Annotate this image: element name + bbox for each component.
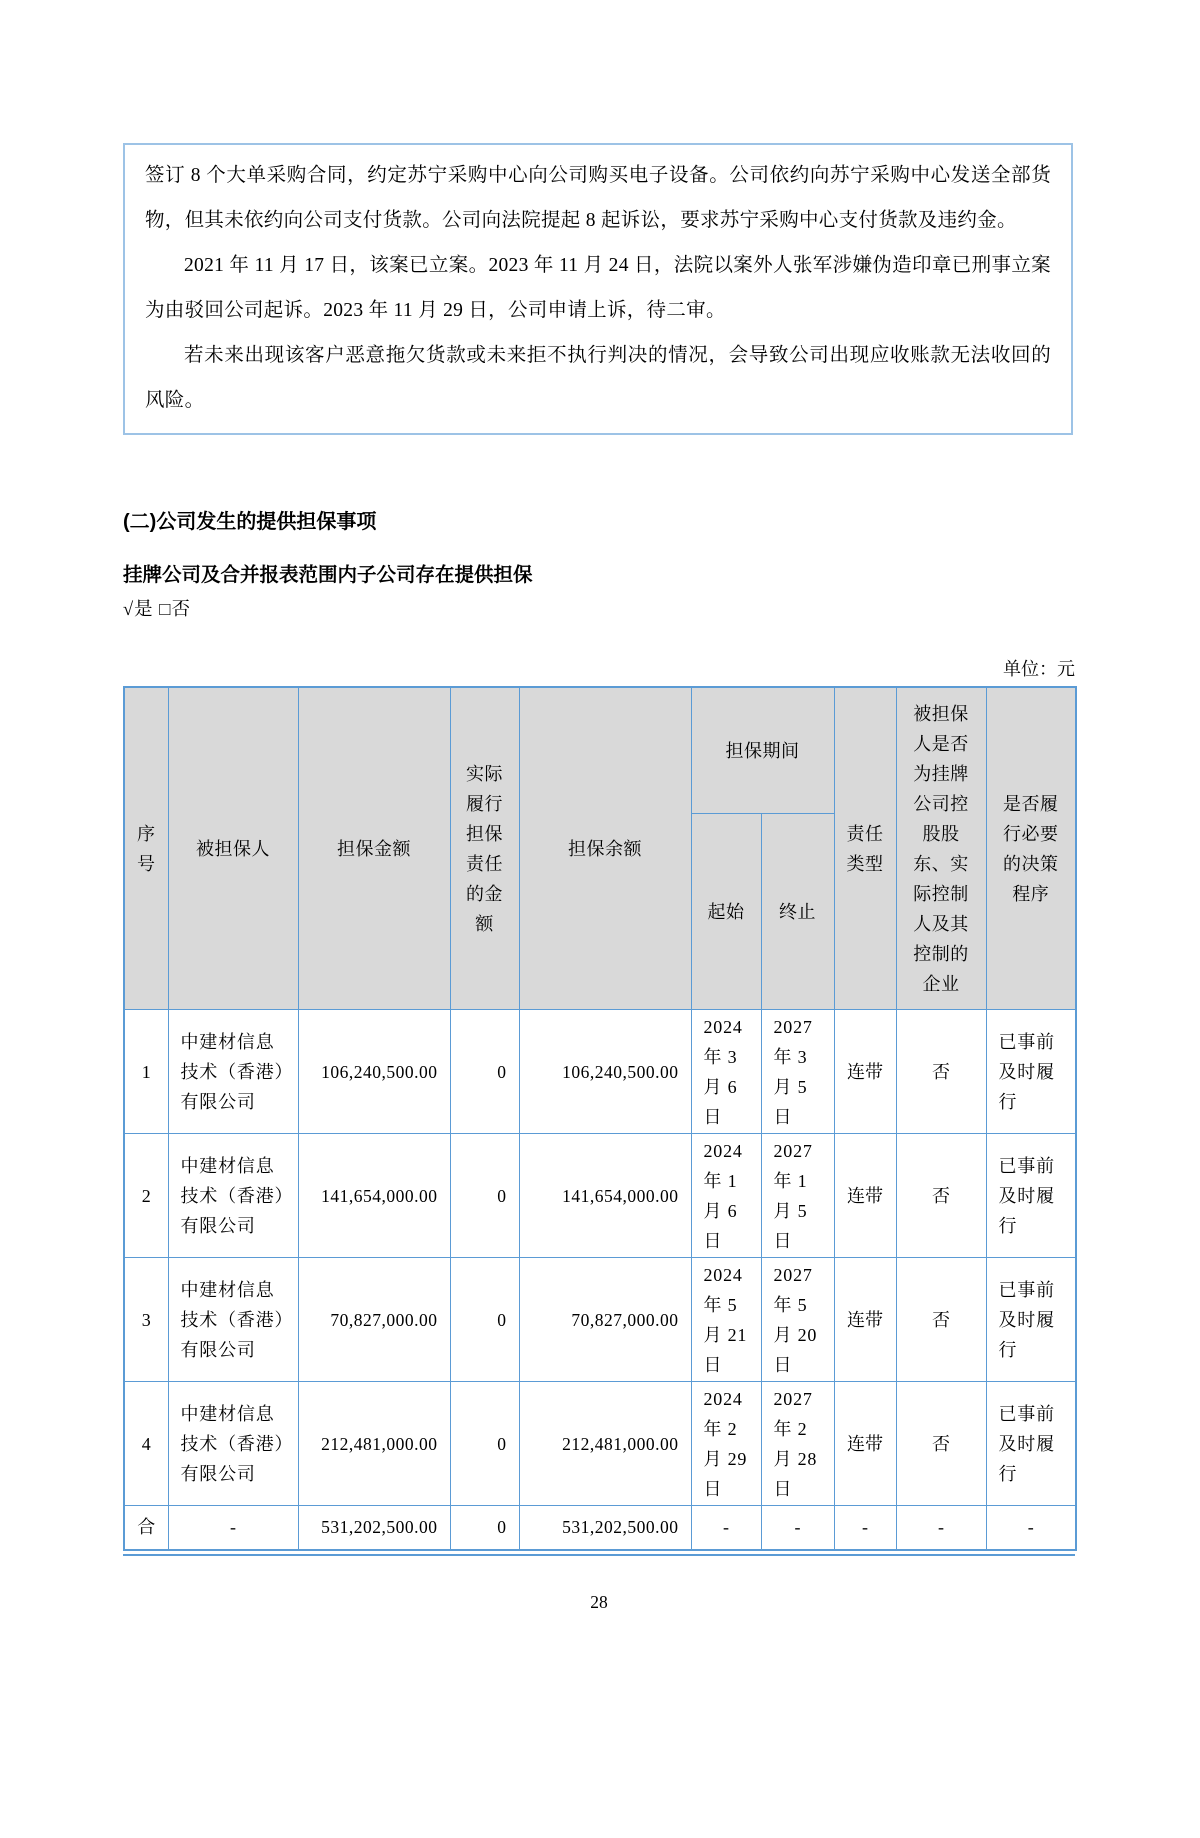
cell-start: 2024 年 5 月 21 日 bbox=[691, 1258, 761, 1382]
cell-performed: 0 bbox=[450, 1258, 519, 1382]
cell-balance: 531,202,500.00 bbox=[519, 1506, 691, 1550]
yes-no-confirm-line: √是 □否 bbox=[123, 600, 191, 620]
section-heading: (二)公司发生的提供担保事项 bbox=[123, 511, 377, 533]
header-decision-procedure: 是否履行必要的决策程序 bbox=[986, 687, 1076, 1010]
cell-procedure: 已事前及时履行 bbox=[986, 1134, 1076, 1258]
cell-balance: 106,240,500.00 bbox=[519, 1010, 691, 1134]
cell-amount: 212,481,000.00 bbox=[298, 1382, 450, 1506]
header-guarantee-balance: 担保余额 bbox=[519, 687, 691, 1010]
lawsuit-risk-textbox bbox=[123, 143, 1073, 435]
cell-start: 2024 年 2 月 29 日 bbox=[691, 1382, 761, 1506]
header-seq: 序号 bbox=[124, 687, 168, 1010]
header-period-end: 终止 bbox=[761, 814, 834, 1010]
cell-start: 2024 年 1 月 6 日 bbox=[691, 1134, 761, 1258]
cell-start: - bbox=[691, 1506, 761, 1550]
cell-balance: 70,827,000.00 bbox=[519, 1258, 691, 1382]
cell-end: 2027 年 2 月 28 日 bbox=[761, 1382, 834, 1506]
cell-balance: 141,654,000.00 bbox=[519, 1134, 691, 1258]
cell-party: 中建材信息技术（香港）有限公司 bbox=[168, 1134, 298, 1258]
unit-label: 单位：元 bbox=[1003, 659, 1075, 679]
cell-balance: 212,481,000.00 bbox=[519, 1382, 691, 1506]
cell-seq: 4 bbox=[124, 1382, 168, 1506]
intro-paragraph: 若未来出现该客户恶意拖欠货款或未来拒不执行判决的情况，会导致公司出现应收账款无法收回的风险。 bbox=[145, 345, 1051, 411]
guarantee-table-body bbox=[124, 1010, 1076, 1550]
cell-performed: 0 bbox=[450, 1010, 519, 1134]
table-row bbox=[124, 1010, 1076, 1134]
cell-performed: 0 bbox=[450, 1382, 519, 1506]
cell-party: 中建材信息技术（香港）有限公司 bbox=[168, 1010, 298, 1134]
cell-related: 否 bbox=[896, 1010, 986, 1134]
cell-liability: - bbox=[834, 1506, 896, 1550]
table-header-row bbox=[124, 687, 1076, 814]
header-performed-amount: 实际履行担保责任的金额 bbox=[450, 687, 519, 1010]
cell-procedure: - bbox=[986, 1506, 1076, 1550]
cell-amount: 106,240,500.00 bbox=[298, 1010, 450, 1134]
header-guarantee-amount: 担保金额 bbox=[298, 687, 450, 1010]
header-guarantee-period: 担保期间 bbox=[691, 687, 834, 814]
table-total-row bbox=[124, 1506, 1076, 1550]
table-row bbox=[124, 1382, 1076, 1506]
cell-amount: 141,654,000.00 bbox=[298, 1134, 450, 1258]
header-guaranteed-party: 被担保人 bbox=[168, 687, 298, 1010]
cell-liability: 连带 bbox=[834, 1010, 896, 1134]
cell-performed: 0 bbox=[450, 1134, 519, 1258]
guarantee-table-wrap bbox=[123, 686, 1075, 1556]
sub-heading: 挂牌公司及合并报表范围内子公司存在提供担保 bbox=[123, 564, 533, 586]
table-row bbox=[124, 1134, 1076, 1258]
intro-paragraph: 2021 年 11 月 17 日，该案已立案。2023 年 11 月 24 日，法院以案外人张军涉嫌伪造印章已刑事立案为由驳回公司起诉。2023 年 11 月 29 日，公司申请上诉，待二审。 bbox=[145, 255, 1051, 321]
cell-amount: 531,202,500.00 bbox=[298, 1506, 450, 1550]
cell-procedure: 已事前及时履行 bbox=[986, 1010, 1076, 1134]
cell-liability: 连带 bbox=[834, 1258, 896, 1382]
document-page bbox=[123, 143, 1075, 1613]
header-period-start: 起始 bbox=[691, 814, 761, 1010]
table-row bbox=[124, 1258, 1076, 1382]
cell-start: 2024 年 3 月 6 日 bbox=[691, 1010, 761, 1134]
cell-related: - bbox=[896, 1506, 986, 1550]
cell-related: 否 bbox=[896, 1258, 986, 1382]
cell-related: 否 bbox=[896, 1134, 986, 1258]
cell-party: - bbox=[168, 1506, 298, 1550]
header-liability-type: 责任类型 bbox=[834, 687, 896, 1010]
cell-end: 2027 年 5 月 20 日 bbox=[761, 1258, 834, 1382]
cell-seq: 3 bbox=[124, 1258, 168, 1382]
header-related-party: 被担保人是否为挂牌公司控股股东、实际控制人及其控制的企业 bbox=[896, 687, 986, 1010]
cell-performed: 0 bbox=[450, 1506, 519, 1550]
cell-end: 2027 年 1 月 5 日 bbox=[761, 1134, 834, 1258]
cell-related: 否 bbox=[896, 1382, 986, 1506]
cell-seq: 合 bbox=[124, 1506, 168, 1550]
cell-seq: 1 bbox=[124, 1010, 168, 1134]
page-number: 28 bbox=[590, 1591, 608, 1612]
cell-procedure: 已事前及时履行 bbox=[986, 1258, 1076, 1382]
cell-end: 2027 年 3 月 5 日 bbox=[761, 1010, 834, 1134]
cell-end: - bbox=[761, 1506, 834, 1550]
cell-procedure: 已事前及时履行 bbox=[986, 1382, 1076, 1506]
cell-liability: 连带 bbox=[834, 1134, 896, 1258]
cell-seq: 2 bbox=[124, 1134, 168, 1258]
intro-paragraph: 签订 8 个大单采购合同，约定苏宁采购中心向公司购买电子设备。公司依约向苏宁采购中心发送全部货物，但其未依约向公司支付货款。公司向法院提起 8 起诉讼，要求苏宁采购中心支付货款及违约金。 bbox=[145, 165, 1051, 231]
cell-party: 中建材信息技术（香港）有限公司 bbox=[168, 1258, 298, 1382]
cell-liability: 连带 bbox=[834, 1382, 896, 1506]
guarantee-table bbox=[123, 686, 1077, 1551]
cell-party: 中建材信息技术（香港）有限公司 bbox=[168, 1382, 298, 1506]
cell-amount: 70,827,000.00 bbox=[298, 1258, 450, 1382]
